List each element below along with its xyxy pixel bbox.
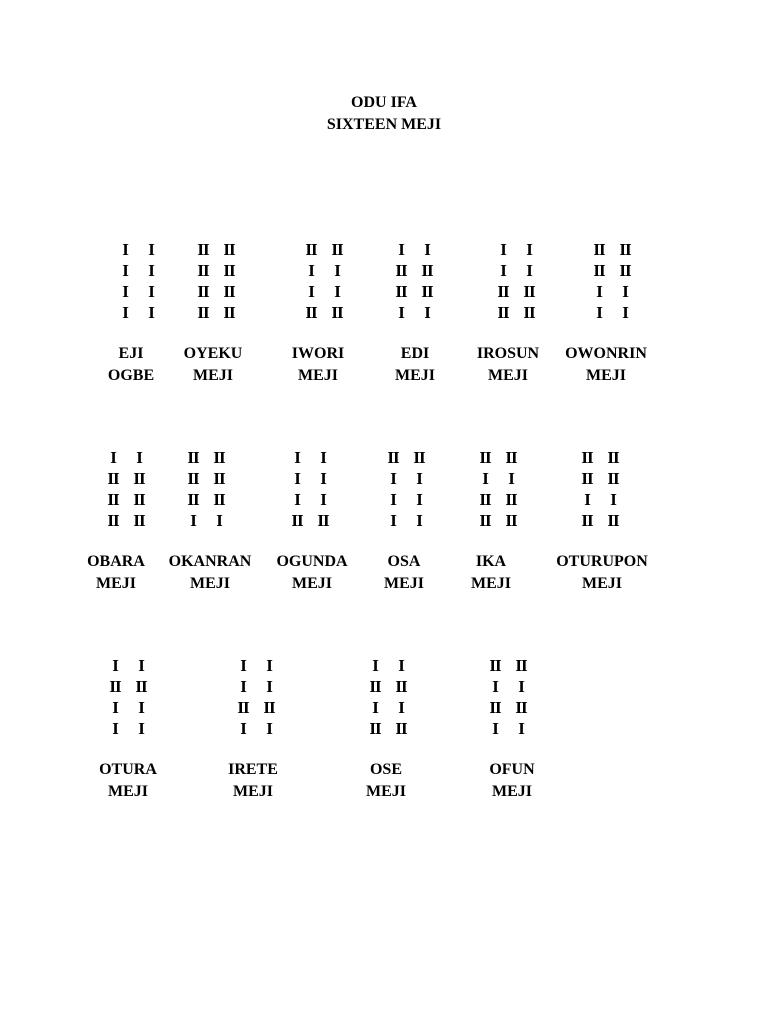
odu-marks (223, 655, 323, 739)
mark-row (465, 468, 565, 489)
odu-name-line-1: OYEKU (183, 345, 243, 362)
odu-name (68, 759, 188, 803)
mark-right: I (508, 469, 514, 488)
mark-right: I (148, 261, 154, 280)
mark-left: II (479, 490, 491, 509)
mark-right: I (416, 511, 422, 530)
mark-row (95, 676, 195, 697)
odu-marks (373, 447, 473, 531)
mark-left: II (581, 511, 593, 530)
mark-right: I (266, 656, 272, 675)
mark-row (223, 718, 323, 739)
mark-right: II (133, 490, 145, 509)
odu-name-line-2: MEJI (96, 575, 136, 592)
mark-row (465, 489, 565, 510)
mark-left: I (294, 448, 300, 467)
odu-name (542, 551, 662, 595)
mark-row (483, 302, 583, 323)
mark-right: I (148, 240, 154, 259)
odu-name-line-1: IKA (475, 553, 507, 570)
mark-left: II (305, 303, 317, 322)
odu-name-line-2: MEJI (582, 575, 622, 592)
odu-marks (465, 447, 565, 531)
mark-row (373, 489, 473, 510)
mark-left: I (372, 698, 378, 717)
mark-right: I (526, 240, 532, 259)
mark-right: II (523, 303, 535, 322)
odu-name-line-1: OSA (387, 553, 421, 570)
mark-right: I (398, 656, 404, 675)
mark-row (355, 718, 455, 739)
mark-row (223, 676, 323, 697)
odu-name-line-2: MEJI (488, 367, 528, 384)
mark-right: II (135, 677, 147, 696)
mark-left: II (187, 490, 199, 509)
mark-left: I (294, 469, 300, 488)
odu-name (452, 759, 572, 803)
mark-left: I (122, 303, 128, 322)
odu-marks (277, 447, 377, 531)
mark-right: I (138, 698, 144, 717)
odu-marks (291, 239, 391, 323)
odu-marks (567, 447, 667, 531)
odu-marks (173, 447, 273, 531)
mark-left: II (109, 677, 121, 696)
mark-right: II (213, 469, 225, 488)
mark-row (291, 260, 391, 281)
odu-name-line-2: MEJI (384, 575, 424, 592)
mark-left: II (497, 303, 509, 322)
mark-left: I (482, 469, 488, 488)
mark-left: II (497, 282, 509, 301)
mark-right: I (266, 677, 272, 696)
odu-name-line-2: MEJI (292, 575, 332, 592)
mark-right: I (334, 282, 340, 301)
mark-row (373, 447, 473, 468)
odu-name-line-1: OFUN (489, 761, 535, 778)
mark-right: I (610, 490, 616, 509)
mark-right: II (331, 240, 343, 259)
mark-row (475, 676, 575, 697)
mark-left: I (390, 469, 396, 488)
mark-left: II (395, 282, 407, 301)
mark-row (483, 239, 583, 260)
mark-left: I (596, 303, 602, 322)
mark-right: II (223, 240, 235, 259)
mark-left: I (240, 677, 246, 696)
mark-row (567, 468, 667, 489)
mark-left: II (369, 719, 381, 738)
mark-left: II (197, 303, 209, 322)
odu-name-line-1: IRETE (228, 761, 278, 778)
mark-row (475, 718, 575, 739)
mark-left: II (489, 656, 501, 675)
mark-row (475, 697, 575, 718)
mark-row (579, 281, 679, 302)
mark-row (381, 260, 481, 281)
mark-row (483, 281, 583, 302)
mark-right: II (505, 490, 517, 509)
odu-marks (355, 655, 455, 739)
odu-marks (579, 239, 679, 323)
mark-row (381, 302, 481, 323)
mark-left: I (492, 719, 498, 738)
mark-right: II (395, 719, 407, 738)
mark-row (173, 447, 273, 468)
mark-right: I (266, 719, 272, 738)
mark-right: II (619, 240, 631, 259)
mark-right: II (223, 282, 235, 301)
odu-name-line-2: MEJI (233, 783, 273, 800)
mark-right: II (395, 677, 407, 696)
mark-row (465, 510, 565, 531)
mark-right: II (413, 448, 425, 467)
mark-left: I (390, 511, 396, 530)
mark-right: I (138, 656, 144, 675)
mark-left: I (390, 490, 396, 509)
mark-row (475, 655, 575, 676)
mark-row (355, 697, 455, 718)
mark-row (291, 239, 391, 260)
odu-name-line-1: OTURUPON (556, 553, 648, 570)
mark-right: I (320, 469, 326, 488)
mark-right: II (607, 511, 619, 530)
mark-left: II (581, 448, 593, 467)
mark-right: II (331, 303, 343, 322)
mark-left: II (369, 677, 381, 696)
mark-left: I (500, 240, 506, 259)
mark-left: II (489, 698, 501, 717)
mark-right: II (133, 469, 145, 488)
mark-right: I (424, 303, 430, 322)
mark-left: II (387, 448, 399, 467)
mark-left: II (107, 469, 119, 488)
odu-name (193, 759, 313, 803)
page-title: ODU IFA (351, 94, 417, 111)
mark-row (291, 281, 391, 302)
mark-right: II (619, 261, 631, 280)
mark-left: I (112, 656, 118, 675)
mark-right: II (213, 448, 225, 467)
mark-left: II (197, 282, 209, 301)
mark-left: II (395, 261, 407, 280)
odu-name-line-1: OWONRIN (565, 345, 647, 362)
mark-right: I (416, 490, 422, 509)
mark-row (183, 260, 283, 281)
mark-right: I (334, 261, 340, 280)
odu-name (326, 759, 446, 803)
mark-left: I (112, 719, 118, 738)
mark-left: II (479, 511, 491, 530)
mark-left: I (500, 261, 506, 280)
odu-name-line-2: MEJI (586, 367, 626, 384)
mark-row (483, 260, 583, 281)
mark-row (567, 447, 667, 468)
mark-right: I (518, 677, 524, 696)
mark-row (95, 718, 195, 739)
odu-name-line-2: MEJI (471, 575, 511, 592)
odu-marks (95, 655, 195, 739)
mark-left: II (197, 261, 209, 280)
odu-name-line-2: OGBE (107, 367, 155, 384)
page-subtitle: SIXTEEN MEJI (326, 116, 442, 133)
mark-right: II (133, 511, 145, 530)
mark-left: I (122, 282, 128, 301)
odu-name-line-1: OSE (369, 761, 402, 778)
mark-left: II (305, 240, 317, 259)
mark-right: II (515, 698, 527, 717)
mark-row (381, 239, 481, 260)
odu-name-line-2: MEJI (395, 367, 435, 384)
mark-left: II (593, 240, 605, 259)
odu-name-line-2: MEJI (190, 575, 230, 592)
mark-left: II (291, 511, 303, 530)
mark-row (277, 468, 377, 489)
odu-name-line-2: MEJI (492, 783, 532, 800)
mark-right: II (515, 656, 527, 675)
mark-row (579, 260, 679, 281)
mark-row (277, 489, 377, 510)
mark-right: II (607, 448, 619, 467)
mark-row (95, 697, 195, 718)
odu-name-line-1: EJI (118, 345, 144, 362)
mark-right: I (136, 448, 142, 467)
mark-right: I (148, 282, 154, 301)
odu-marks (381, 239, 481, 323)
mark-left: II (479, 448, 491, 467)
mark-left: II (187, 448, 199, 467)
mark-left: I (372, 656, 378, 675)
odu-name-line-1: OBARA (87, 553, 145, 570)
odu-name-line-1: IROSUN (476, 345, 540, 362)
mark-left: II (187, 469, 199, 488)
mark-right: II (223, 261, 235, 280)
odu-name-line-1: IWORI (291, 345, 345, 362)
mark-row (183, 281, 283, 302)
mark-row (381, 281, 481, 302)
mark-left: I (398, 303, 404, 322)
mark-right: II (505, 511, 517, 530)
mark-right: II (523, 282, 535, 301)
odu-name-line-2: MEJI (193, 367, 233, 384)
mark-row (277, 510, 377, 531)
mark-row (95, 655, 195, 676)
odu-name-line-1: OGUNDA (276, 553, 348, 570)
mark-left: I (190, 511, 196, 530)
mark-right: I (526, 261, 532, 280)
mark-row (277, 447, 377, 468)
mark-left: I (294, 490, 300, 509)
mark-left: I (240, 719, 246, 738)
odu-name-line-2: MEJI (366, 783, 406, 800)
odu-name-line-1: EDI (400, 345, 430, 362)
mark-right: I (416, 469, 422, 488)
mark-right: I (216, 511, 222, 530)
mark-left: I (584, 490, 590, 509)
mark-right: I (518, 719, 524, 738)
mark-row (355, 655, 455, 676)
mark-left: I (308, 282, 314, 301)
mark-row (223, 697, 323, 718)
mark-right: I (320, 490, 326, 509)
mark-row (173, 510, 273, 531)
mark-left: I (308, 261, 314, 280)
odu-name (546, 343, 666, 387)
mark-right: II (213, 490, 225, 509)
odu-marks (483, 239, 583, 323)
odu-name (153, 343, 273, 387)
mark-right: II (317, 511, 329, 530)
mark-left: II (237, 698, 249, 717)
odu-name-line-2: MEJI (298, 367, 338, 384)
mark-row (373, 510, 473, 531)
odu-name-line-1: OKANRAN (168, 553, 252, 570)
mark-row (173, 468, 273, 489)
odu-name-line-1: OTURA (99, 761, 157, 778)
mark-left: I (112, 698, 118, 717)
mark-left: I (110, 448, 116, 467)
mark-left: II (593, 261, 605, 280)
mark-right: II (421, 261, 433, 280)
mark-row (579, 239, 679, 260)
odu-marks (183, 239, 283, 323)
mark-right: I (320, 448, 326, 467)
mark-left: I (240, 656, 246, 675)
mark-row (183, 239, 283, 260)
odu-name-line-2: MEJI (108, 783, 148, 800)
mark-row (183, 302, 283, 323)
mark-left: II (107, 490, 119, 509)
mark-left: II (581, 469, 593, 488)
mark-row (291, 302, 391, 323)
odu-name (431, 551, 551, 595)
mark-row (223, 655, 323, 676)
mark-left: I (122, 240, 128, 259)
mark-right: I (622, 303, 628, 322)
mark-right: I (398, 698, 404, 717)
mark-left: II (107, 511, 119, 530)
mark-right: II (607, 469, 619, 488)
mark-row (567, 489, 667, 510)
mark-row (373, 468, 473, 489)
mark-row (567, 510, 667, 531)
mark-right: II (505, 448, 517, 467)
mark-row (173, 489, 273, 510)
mark-left: I (492, 677, 498, 696)
mark-left: II (197, 240, 209, 259)
mark-left: I (596, 282, 602, 301)
mark-right: I (138, 719, 144, 738)
mark-right: I (622, 282, 628, 301)
mark-right: I (148, 303, 154, 322)
mark-right: I (424, 240, 430, 259)
mark-right: II (263, 698, 275, 717)
mark-right: II (223, 303, 235, 322)
odu-marks (475, 655, 575, 739)
mark-row (355, 676, 455, 697)
mark-row (579, 302, 679, 323)
mark-right: II (421, 282, 433, 301)
mark-left: I (398, 240, 404, 259)
mark-row (465, 447, 565, 468)
mark-left: I (122, 261, 128, 280)
